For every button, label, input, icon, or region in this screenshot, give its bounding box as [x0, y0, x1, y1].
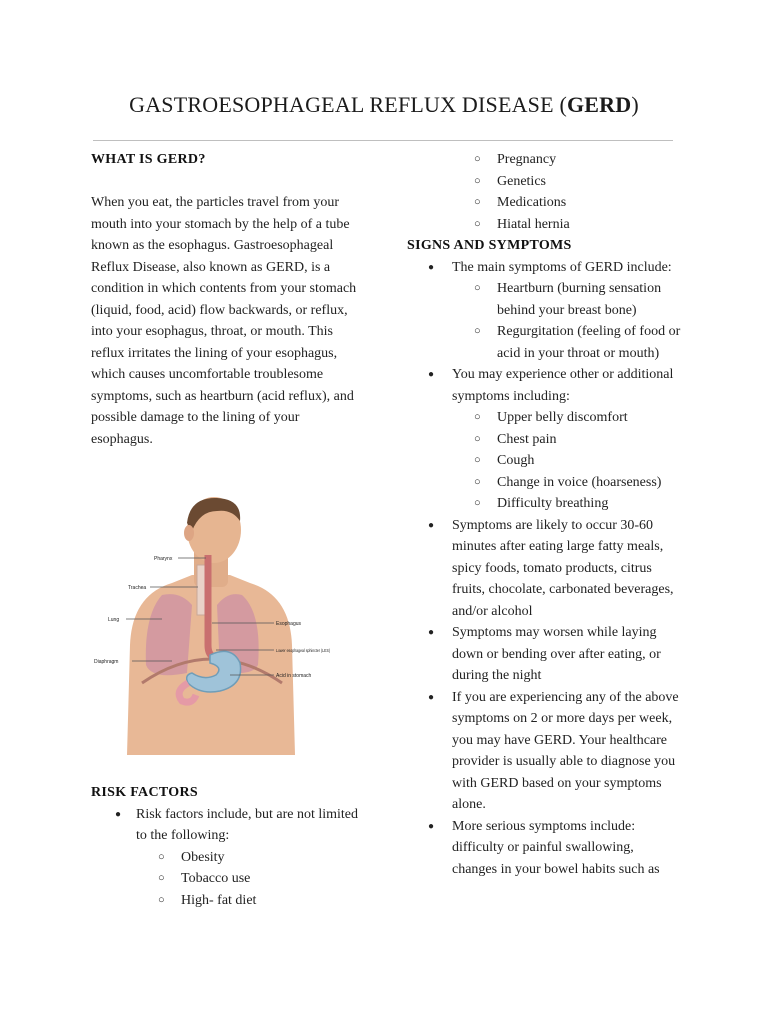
- signs-bullet: ● You may experience other or additional symptoms including:: [407, 364, 682, 407]
- signs-subitem: ○ Difficulty breathing: [407, 493, 682, 515]
- label-esophagus: Esophagus: [276, 621, 302, 627]
- left-column: [91, 149, 363, 450]
- label-acid: Acid in stomach: [276, 673, 312, 679]
- anatomy-illustration: [92, 495, 332, 755]
- signs-subitem: ○ Upper belly discomfort: [407, 407, 682, 429]
- label-trachea: Trachea: [128, 585, 147, 591]
- gerd-anatomy-figure: [92, 495, 332, 755]
- signs-bullet: ● More serious symptoms include: difficulty or painful swallowing, changes in your bowel habits such as: [407, 816, 682, 881]
- risk-item: ○ Obesity: [91, 847, 363, 869]
- signs-bullet: ● Symptoms may worsen while laying down or bending over after eating, or during the night: [407, 622, 682, 687]
- label-pharynx: Pharynx: [154, 556, 173, 562]
- label-lung: Lung: [108, 617, 120, 623]
- signs-bullet: ● Symptoms are likely to occur 30-60 minutes after eating large fatty meals, spicy foods, tomato products, citrus fruits, chocolate, carbonated beverages, and/or alcohol: [407, 515, 682, 623]
- risk-item: ○ Hiatal hernia: [407, 214, 682, 236]
- signs-heading: SIGNS AND SYMPTOMS: [407, 238, 572, 253]
- what-heading: WHAT IS GERD?: [91, 152, 206, 167]
- risk-item: ○ Pregnancy: [407, 149, 682, 171]
- document-title: [0, 92, 768, 118]
- title-divider: [93, 140, 673, 141]
- signs-bullet: ● If you are experiencing any of the above symptoms on 2 or more days per week, you may have GERD. Your healthcare provider is usually able to diagnose you with GERD based on your symptoms alone.: [407, 687, 682, 816]
- title-close: ): [631, 92, 639, 117]
- risk-heading: RISK FACTORS: [91, 785, 198, 800]
- signs-subitem: ○ Change in voice (hoarseness): [407, 472, 682, 494]
- risk-list: [91, 804, 363, 912]
- risk-item: ○ Medications: [407, 192, 682, 214]
- signs-subitem: ○ Regurgitation (feeling of food or acid in your throat or mouth): [407, 321, 682, 364]
- signs-list: [407, 257, 682, 881]
- risk-list-continued: [407, 149, 682, 235]
- signs-bullet: ● The main symptoms of GERD include:: [407, 257, 682, 279]
- risk-section: [91, 782, 363, 911]
- risk-intro: ● Risk factors include, but are not limited to the following:: [91, 804, 363, 847]
- title-acronym: GERD: [566, 92, 632, 117]
- risk-item: ○ Tobacco use: [91, 868, 363, 890]
- title-main: GASTROESOPHAGEAL REFLUX DISEASE (: [129, 92, 567, 117]
- signs-subitem: ○ Chest pain: [407, 429, 682, 451]
- right-column: [407, 149, 682, 880]
- signs-subitem: ○ Heartburn (burning sensation behind your breast bone): [407, 278, 682, 321]
- risk-item: ○ High- fat diet: [91, 890, 363, 912]
- label-diaphragm: Diaphragm: [94, 659, 119, 665]
- label-les: Lower esophageal sphincter (LES): [276, 648, 331, 653]
- signs-subitem: ○ Cough: [407, 450, 682, 472]
- risk-item: ○ Genetics: [407, 171, 682, 193]
- what-body: When you eat, the particles travel from your mouth into your stomach by the help of a tube known as the esophagus. Gastroesophageal Reflux Disease, also known as GERD, is a condition in which contents from your stomach (liquid, food, acid) flow backwards, or reflux, into your esophagus, throat, or mouth. This reflux irritates the lining of your esophagus, which causes uncomfortable troublesome symptoms, such as heartburn (acid reflux), and possible damage to the lining of your esophagus.: [91, 195, 357, 447]
